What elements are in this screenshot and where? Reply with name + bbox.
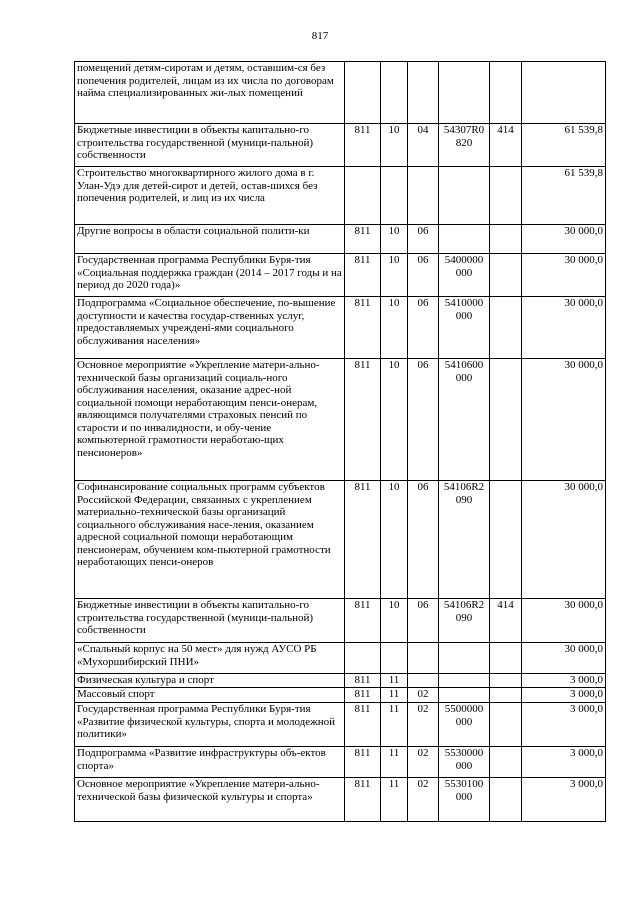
row-section-cell: 11 xyxy=(381,778,408,822)
row-amount-cell: 30 000,0 xyxy=(522,254,606,297)
row-ved-cell: 811 xyxy=(345,297,381,359)
row-target-code-cell: 5400000 000 xyxy=(439,254,490,297)
table-row xyxy=(75,167,606,225)
row-amount-cell: 3 000,0 xyxy=(522,688,606,703)
row-target-code-cell xyxy=(439,62,490,124)
row-section-cell: 11 xyxy=(381,703,408,747)
table-row xyxy=(75,62,606,124)
row-expense-type-cell xyxy=(490,167,522,225)
row-expense-type-cell xyxy=(490,643,522,674)
row-subsection-cell: 06 xyxy=(408,254,439,297)
row-target-code-cell xyxy=(439,688,490,703)
row-expense-type-cell xyxy=(490,359,522,481)
table-row xyxy=(75,703,606,747)
row-expense-type-cell: 414 xyxy=(490,124,522,167)
row-section-cell: 10 xyxy=(381,225,408,254)
row-amount-cell: 61 539,8 xyxy=(522,167,606,225)
row-subsection-cell: 06 xyxy=(408,599,439,643)
table-row xyxy=(75,225,606,254)
row-name-cell: Массовый спорт xyxy=(75,688,345,703)
row-section-cell: 10 xyxy=(381,254,408,297)
row-target-code-cell xyxy=(439,674,490,688)
row-expense-type-cell xyxy=(490,703,522,747)
budget-table xyxy=(74,61,606,822)
row-expense-type-cell xyxy=(490,481,522,599)
row-expense-type-cell xyxy=(490,225,522,254)
row-ved-cell xyxy=(345,62,381,124)
row-subsection-cell xyxy=(408,643,439,674)
row-amount-cell: 61 539,8 xyxy=(522,124,606,167)
row-amount-cell: 3 000,0 xyxy=(522,703,606,747)
row-expense-type-cell xyxy=(490,254,522,297)
row-subsection-cell: 02 xyxy=(408,747,439,778)
row-name-cell: Другие вопросы в области социальной полити-ки xyxy=(75,225,345,254)
row-target-code-cell: 5410600 000 xyxy=(439,359,490,481)
table-row xyxy=(75,254,606,297)
row-ved-cell xyxy=(345,643,381,674)
row-ved-cell: 811 xyxy=(345,124,381,167)
row-ved-cell xyxy=(345,167,381,225)
row-section-cell: 11 xyxy=(381,688,408,703)
row-subsection-cell xyxy=(408,62,439,124)
table-row xyxy=(75,297,606,359)
row-subsection-cell xyxy=(408,674,439,688)
row-ved-cell: 811 xyxy=(345,688,381,703)
row-subsection-cell: 06 xyxy=(408,481,439,599)
table-row xyxy=(75,688,606,703)
row-section-cell xyxy=(381,62,408,124)
row-name-cell: Подпрограмма «Социальное обеспечение, по-вышение доступности и качества государ-ственных услуг, предоставляемых учрежденi-ями социального обслуживания населения» xyxy=(75,297,345,359)
row-name-cell: Основное мероприятие «Укрепление матери-ально-технической базы физической культуры и спорта» xyxy=(75,778,345,822)
row-subsection-cell: 06 xyxy=(408,297,439,359)
row-target-code-cell: 5530100 000 xyxy=(439,778,490,822)
row-amount-cell: 30 000,0 xyxy=(522,599,606,643)
row-amount-cell: 3 000,0 xyxy=(522,674,606,688)
row-subsection-cell: 02 xyxy=(408,703,439,747)
table-row xyxy=(75,124,606,167)
row-section-cell: 10 xyxy=(381,297,408,359)
row-name-cell: Государственная программа Республики Буря-тия «Развитие физической культуры, спорта и молодежной политики» xyxy=(75,703,345,747)
row-name-cell: Софинансирование социальных программ субъектов Российской Федерации, связанных с укреплением материально-технической базы организаций социального обслуживания насе-ления, оказанием адресной социальной помощи неработающим пенсионерам, обучением ком-пьютерной грамотности неработающих пенси-онеров xyxy=(75,481,345,599)
table-row xyxy=(75,747,606,778)
row-expense-type-cell xyxy=(490,297,522,359)
row-name-cell: Физическая культура и спорт xyxy=(75,674,345,688)
row-name-cell: помещений детям-сиротам и детям, оставшим-ся без попечения родителей, лицам из их числа по договорам найма специализированных жи-лых помещений xyxy=(75,62,345,124)
row-name-cell: Государственная программа Республики Буря-тия «Социальная поддержка граждан (2014 – 2017 годы и на период до 2020 года)» xyxy=(75,254,345,297)
row-amount-cell: 30 000,0 xyxy=(522,643,606,674)
page-number: 817 xyxy=(311,30,329,42)
row-section-cell: 10 xyxy=(381,359,408,481)
row-amount-cell xyxy=(522,62,606,124)
row-ved-cell: 811 xyxy=(345,225,381,254)
row-subsection-cell: 06 xyxy=(408,359,439,481)
row-target-code-cell: 5530000 000 xyxy=(439,747,490,778)
row-name-cell: Подпрограмма «Развитие инфраструктуры объ-ектов спорта» xyxy=(75,747,345,778)
table-row xyxy=(75,778,606,822)
row-subsection-cell: 02 xyxy=(408,778,439,822)
row-amount-cell: 30 000,0 xyxy=(522,225,606,254)
row-name-cell: «Спальный корпус на 50 мест» для нужд АУСО РБ «Мухоршибирский ПНИ» xyxy=(75,643,345,674)
row-subsection-cell: 06 xyxy=(408,225,439,254)
table-row xyxy=(75,643,606,674)
row-section-cell xyxy=(381,167,408,225)
row-ved-cell: 811 xyxy=(345,359,381,481)
row-target-code-cell xyxy=(439,643,490,674)
row-amount-cell: 3 000,0 xyxy=(522,778,606,822)
row-ved-cell: 811 xyxy=(345,778,381,822)
row-ved-cell: 811 xyxy=(345,254,381,297)
row-amount-cell: 30 000,0 xyxy=(522,297,606,359)
row-amount-cell: 3 000,0 xyxy=(522,747,606,778)
row-target-code-cell xyxy=(439,225,490,254)
row-name-cell: Строительство многоквартирного жилого дома в г. Улан-Удэ для детей-сирот и детей, остав-шихся без попечения родителей, и лиц из их числа xyxy=(75,167,345,225)
row-expense-type-cell xyxy=(490,778,522,822)
row-section-cell xyxy=(381,643,408,674)
row-section-cell: 11 xyxy=(381,674,408,688)
row-expense-type-cell xyxy=(490,688,522,703)
row-ved-cell: 811 xyxy=(345,703,381,747)
row-subsection-cell: 04 xyxy=(408,124,439,167)
row-section-cell: 10 xyxy=(381,599,408,643)
row-name-cell: Основное мероприятие «Укрепление матери-ально-технической базы организаций социаль-ного обслуживания населения, оказание адрес-ной социальной помощи неработающим пенси-онерам, являющимся получателями страховых пенсий по старости и по инвалидности, и обу-чение компьютерной грамотности неработаю-щих пенсионеров» xyxy=(75,359,345,481)
row-target-code-cell xyxy=(439,167,490,225)
table-row xyxy=(75,359,606,481)
row-expense-type-cell: 414 xyxy=(490,599,522,643)
row-ved-cell: 811 xyxy=(345,481,381,599)
row-section-cell: 10 xyxy=(381,124,408,167)
row-expense-type-cell xyxy=(490,62,522,124)
row-section-cell: 10 xyxy=(381,481,408,599)
row-target-code-cell: 5500000 000 xyxy=(439,703,490,747)
row-expense-type-cell xyxy=(490,674,522,688)
row-ved-cell: 811 xyxy=(345,599,381,643)
table-row xyxy=(75,674,606,688)
row-target-code-cell: 54106R2 090 xyxy=(439,481,490,599)
row-section-cell: 11 xyxy=(381,747,408,778)
row-subsection-cell xyxy=(408,167,439,225)
row-target-code-cell: 54106R2 090 xyxy=(439,599,490,643)
row-amount-cell: 30 000,0 xyxy=(522,359,606,481)
row-target-code-cell: 5410000 000 xyxy=(439,297,490,359)
table-row xyxy=(75,599,606,643)
row-subsection-cell: 02 xyxy=(408,688,439,703)
row-name-cell: Бюджетные инвестиции в объекты капитально-го строительства государственной (муници-пальной) собственности xyxy=(75,124,345,167)
row-ved-cell: 811 xyxy=(345,674,381,688)
row-ved-cell: 811 xyxy=(345,747,381,778)
table-row xyxy=(75,481,606,599)
row-expense-type-cell xyxy=(490,747,522,778)
row-name-cell: Бюджетные инвестиции в объекты капитально-го строительства государственной (муници-пальной) собственности xyxy=(75,599,345,643)
row-amount-cell: 30 000,0 xyxy=(522,481,606,599)
row-target-code-cell: 54307R0 820 xyxy=(439,124,490,167)
